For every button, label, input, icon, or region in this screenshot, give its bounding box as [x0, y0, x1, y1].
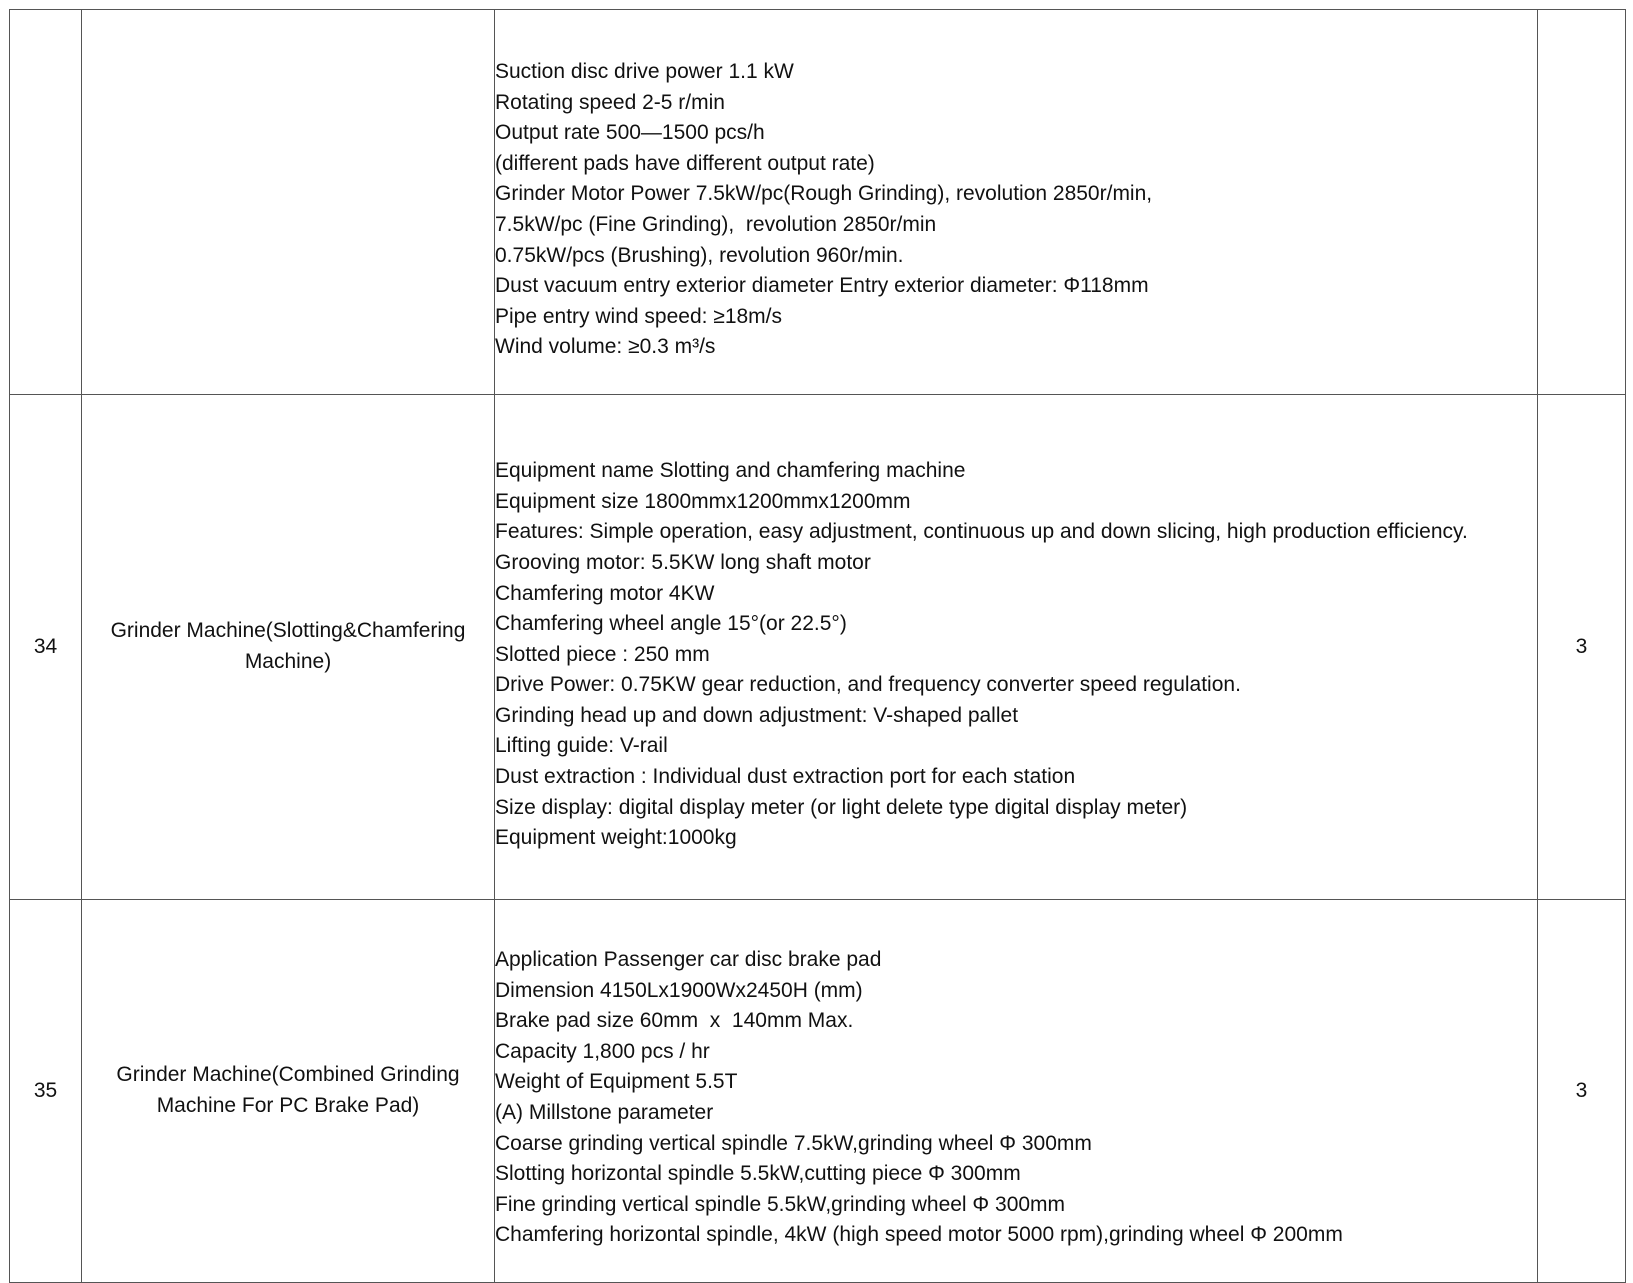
spec-line: Grinding head up and down adjustment: V-shaped pallet: [495, 703, 1019, 727]
spec-line: (different pads have different output rate): [495, 151, 875, 175]
spec-line: Equipment size 1800mmx1200mmx1200mm: [495, 489, 911, 513]
spec-line: Coarse grinding vertical spindle 7.5kW,grinding wheel Φ 300mm: [495, 1131, 1092, 1155]
table-row: [10, 10, 1626, 395]
spec-list: [495, 945, 1537, 1251]
spec-line: Size display: digital display meter (or light delete type digital display meter): [495, 795, 1188, 819]
spec-line: Wind volume: ≥0.3 m³/s: [495, 335, 716, 359]
spec-line: 0.75kW/pcs (Brushing), revolution 960r/min.: [495, 243, 904, 267]
specification-cell: [495, 10, 1538, 395]
spec-line: Equipment weight:1000kg: [495, 826, 737, 850]
spec-line: Fine grinding vertical spindle 5.5kW,grinding wheel Φ 300mm: [495, 1192, 1066, 1216]
quantity-cell: 3: [1538, 900, 1626, 1283]
spec-line: Weight of Equipment 5.5T: [495, 1070, 738, 1094]
item-number-cell: 35: [10, 900, 82, 1283]
item-number-cell: 34: [10, 395, 82, 900]
spec-line: Chamfering motor 4KW: [495, 581, 715, 605]
spec-line: Slotted piece : 250 mm: [495, 642, 710, 666]
spec-line: Grooving motor: 5.5KW long shaft motor: [495, 550, 871, 574]
spec-line: Slotting horizontal spindle 5.5kW,cutting piece Φ 300mm: [495, 1162, 1021, 1186]
spec-line: Brake pad size 60mm x 140mm Max.: [495, 1009, 854, 1033]
equipment-spec-table: [9, 9, 1626, 1283]
equipment-name-cell: Grinder Machine(Slotting&Chamfering Machine): [82, 395, 495, 900]
spec-line: Suction disc drive power 1.1 kW: [495, 60, 794, 84]
spec-line: Capacity 1,800 pcs / hr: [495, 1039, 710, 1063]
spec-line: Drive Power: 0.75KW gear reduction, and frequency converter speed regulation.: [495, 673, 1241, 697]
equipment-name-cell: Grinder Machine(Combined Grinding Machine For PC Brake Pad): [82, 900, 495, 1283]
spec-line: Output rate 500—1500 pcs/h: [495, 121, 765, 145]
spec-line: Application Passenger car disc brake pad: [495, 948, 882, 971]
quantity-cell: [1538, 10, 1626, 395]
specification-cell: [495, 900, 1538, 1283]
spec-line: Grinder Motor Power 7.5kW/pc(Rough Grinding), revolution 2850r/min,: [495, 182, 1153, 206]
quantity-cell: 3: [1538, 395, 1626, 900]
spec-list: [495, 456, 1537, 854]
spec-line: Chamfering wheel angle 15°(or 22.5°): [495, 612, 847, 636]
spec-list: [495, 57, 1537, 363]
spec-line: Chamfering horizontal spindle, 4kW (high speed motor 5000 rpm),grinding wheel Φ 200mm: [495, 1223, 1343, 1247]
table-row: [10, 900, 1626, 1283]
item-number-cell: [10, 10, 82, 395]
spec-line: Dust vacuum entry exterior diameter Entry exterior diameter: Φ118mm: [495, 274, 1149, 298]
table-row: [10, 395, 1626, 900]
spec-line: Rotating speed 2-5 r/min: [495, 90, 725, 114]
spec-line: 7.5kW/pc (Fine Grinding), revolution 2850r/min: [495, 213, 937, 236]
spec-line: Features: Simple operation, easy adjustment, continuous up and down slicing, high production efficiency.: [495, 520, 1468, 544]
spec-line: Dimension 4150Lx1900Wx2450H (mm): [495, 978, 863, 1002]
spec-line: Equipment name Slotting and chamfering machine: [495, 459, 966, 483]
spec-line: Dust extraction : Individual dust extraction port for each station: [495, 765, 1076, 789]
equipment-name-cell: [82, 10, 495, 395]
spec-line: Pipe entry wind speed: ≥18m/s: [495, 304, 783, 328]
spec-line: Lifting guide: V-rail: [495, 734, 668, 758]
spec-line: (A) Millstone parameter: [495, 1100, 714, 1124]
specification-cell: [495, 395, 1538, 900]
